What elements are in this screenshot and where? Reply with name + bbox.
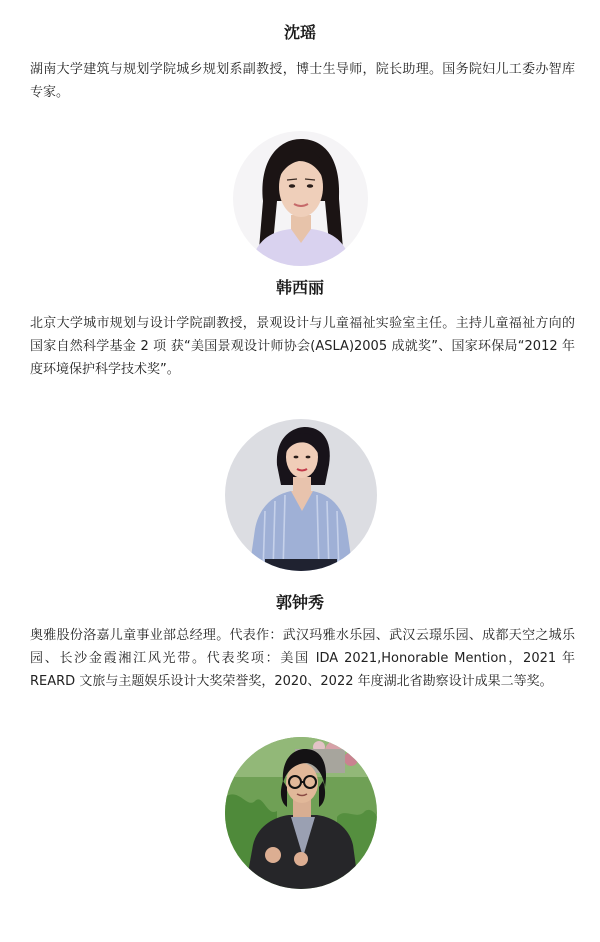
portrait-illustration xyxy=(225,419,377,571)
profile-name-han-xili: 韩西丽 xyxy=(275,278,324,297)
profile-name-shen-yao: 沈瑶 xyxy=(283,23,316,42)
profile-bio-shen-yao: 湖南大学建筑与规划学院城乡规划系副教授，博士生导师，院长助理。国务院妇儿工委办智库专家。 xyxy=(30,62,575,100)
profile-bio-han-xili: 北京大学城市规划与设计学院副教授，景观设计与儿童福祉实验室主任。主持儿童福祉方向的国家自然科学基金 2 项 获“美国景观设计师协会(ASLA)2005 成就奖”、国家环保局“2012 年度环境保护科学技术奖”。 xyxy=(30,316,575,377)
portrait-photo-fourth-speaker xyxy=(225,737,377,889)
portrait-illustration xyxy=(233,131,368,266)
profile-name-guo-zhongxiu: 郭钟秀 xyxy=(275,593,324,612)
portrait-illustration xyxy=(225,737,377,889)
profile-bio-guo-zhongxiu: 奥雅股份洛嘉儿童事业部总经理。代表作：武汉玛雅水乐园、武汉云璟乐园、成都天空之城乐园、长沙金霞湘江风光带。代表奖项：美国 IDA 2021,Honorable Mention，2021 年 REARD 文旅与主题娱乐设计大奖荣誉奖，2020、2022 年度湖北省勘察设计成果二等奖。 xyxy=(30,628,575,689)
portrait-photo-guo-zhongxiu xyxy=(225,419,377,571)
portrait-photo-han-xili xyxy=(233,131,368,266)
